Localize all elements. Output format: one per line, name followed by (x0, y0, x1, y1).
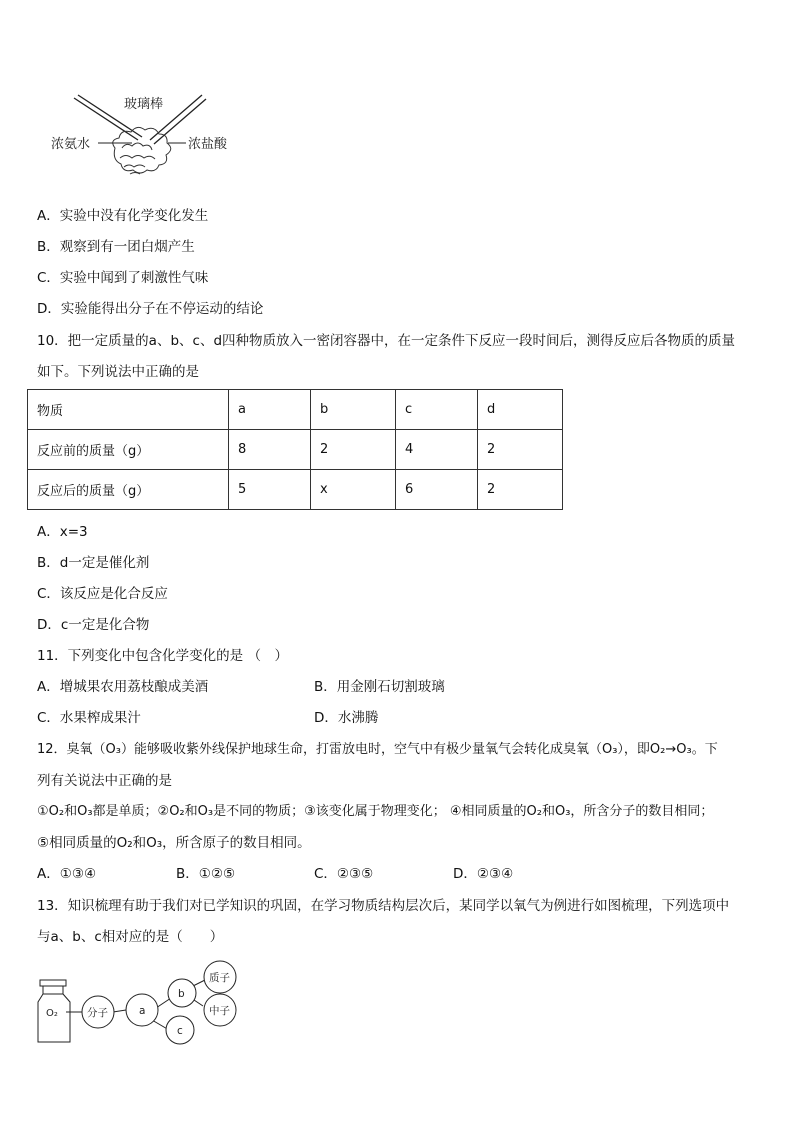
table-cell: 反应前的质量（g） (28, 430, 229, 470)
q10-stem-line1: 10．把一定质量的a、b、c、d四种物质放入一密闭容器中，在一定条件下反应一段时间后，测得反应后各物质的质量 (37, 333, 736, 349)
q9-option-c: C．实验中闻到了刺激性气味 (37, 270, 209, 286)
q12-option-c: C．②③⑤ (314, 866, 374, 882)
q10-option-b: B．d一定是催化剂 (37, 555, 150, 571)
q10-option-a: A．x=3 (37, 524, 88, 540)
table-header-row (28, 390, 563, 430)
q11-option-a: A．增城果农用荔枝酿成美酒 (37, 679, 209, 695)
table-cell: c (396, 390, 478, 430)
table-cell: x (311, 470, 396, 510)
table-cell: a (229, 390, 311, 430)
neutron-node: 中子 (209, 1005, 230, 1017)
q12-option-d: D．②③④ (453, 866, 514, 882)
table-cell: b (311, 390, 396, 430)
q12-stem-line2: 列有关说法中正确的是 (37, 773, 172, 789)
table-cell: d (478, 390, 563, 430)
bottle-label: O₂ (46, 1008, 58, 1019)
q10-stem-line2: 如下。下列说法中正确的是 (37, 364, 199, 380)
molecule-node: 分子 (87, 1007, 108, 1019)
q12-statements-line2: ⑤相同质量的O₂和O₃，所含原子的数目相同。 (37, 835, 311, 851)
table-cell: 2 (478, 470, 563, 510)
ammonia-label: 浓氨水 (51, 137, 91, 152)
table-cell: 2 (311, 430, 396, 470)
q11-option-b: B．用金刚石切割玻璃 (314, 679, 445, 695)
q11-option-d: D．水沸腾 (314, 710, 379, 726)
q13-stem-line1: 13．知识梳理有助于我们对已学知识的巩固，在学习物质结构层次后，某同学以氧气为例进行如图梳理，下列选项中 (37, 898, 730, 914)
q12-statements-line1: ①O₂和O₃都是单质；②O₂和O₃是不同的物质；③该变化属于物理变化； ④相同质量的O₂和O₃，所含分子的数目相同； (37, 804, 714, 819)
q9-option-d: D．实验能得出分子在不停运动的结论 (37, 301, 264, 317)
hcl-label: 浓盐酸 (188, 137, 228, 152)
glass-rod-label: 玻璃棒 (124, 97, 164, 112)
table-cell: 4 (396, 430, 478, 470)
q9-option-a: A．实验中没有化学变化发生 (37, 208, 209, 224)
table-cell: 物质 (28, 390, 229, 430)
q12-option-a: A．①③④ (37, 866, 97, 882)
q10-option-d: D．c一定是化合物 (37, 617, 150, 633)
q12-stem-line1: 12．臭氧（O₃）能够吸收紫外线保护地球生命，打雷放电时，空气中有极少量氧气会转化成臭氧（O₃），即O₂→O₃。下 (37, 742, 718, 757)
table-row (28, 470, 563, 510)
table-cell: 反应后的质量（g） (28, 470, 229, 510)
proton-node: 质子 (209, 972, 230, 984)
ammonia-hcl-figure (40, 90, 250, 190)
q11-stem: 11．下列变化中包含化学变化的是 （ ） (37, 648, 288, 664)
oxygen-structure-diagram (30, 958, 250, 1048)
node-c: c (177, 1025, 183, 1037)
table-cell: 6 (396, 470, 478, 510)
node-a: a (139, 1005, 146, 1017)
table-cell: 2 (478, 430, 563, 470)
node-b: b (178, 988, 185, 1000)
table-row (28, 430, 563, 470)
white-smoke (113, 127, 171, 174)
q9-option-b: B．观察到有一团白烟产生 (37, 239, 195, 255)
table-cell: 8 (229, 430, 311, 470)
q11-option-c: C．水果榨成果汁 (37, 710, 141, 726)
q12-option-b: B．①②⑤ (176, 866, 236, 882)
q13-stem-line2: 与a、b、c相对应的是（ ） (37, 929, 224, 945)
table-cell: 5 (229, 470, 311, 510)
mass-table (27, 389, 563, 510)
q10-option-c: C．该反应是化合反应 (37, 586, 168, 602)
